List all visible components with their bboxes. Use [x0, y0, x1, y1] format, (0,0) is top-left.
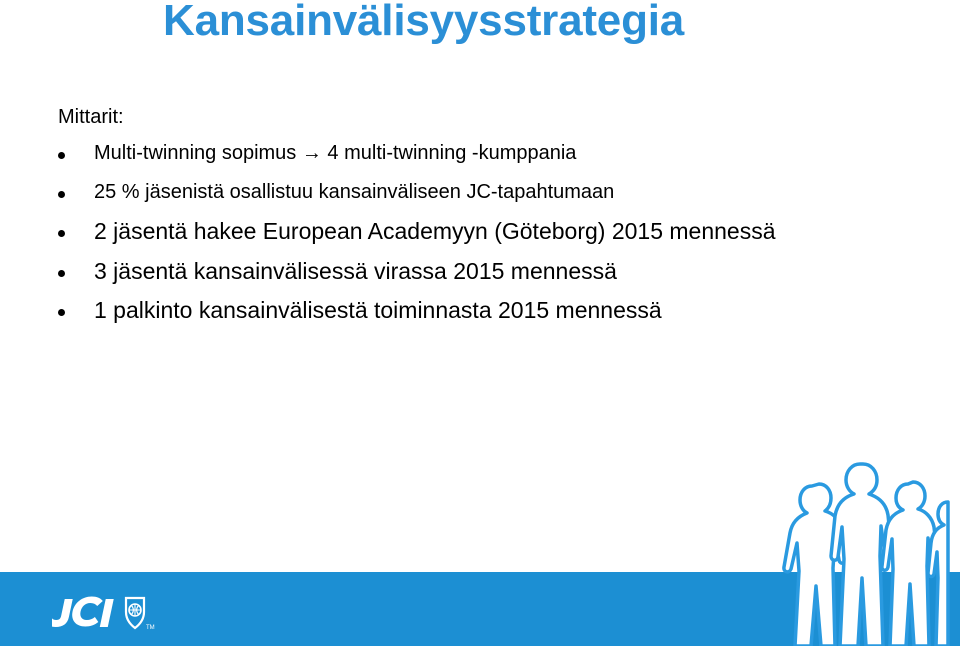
list-item-text: Multi-twinning sopimus → 4 multi-twinning -kumppania: [94, 142, 577, 164]
bullet-icon: [58, 152, 65, 159]
people-silhouettes-icon: [780, 456, 960, 646]
list-item-text: 1 palkinto kansainvälisestä toiminnasta 2015 mennessä: [94, 297, 662, 323]
trademark-label: TM: [146, 625, 155, 631]
list-item-text: 25 % jäsenistä osallistuu kansainväliseen JC-tapahtumaan: [94, 181, 615, 203]
jci-logo: [52, 593, 162, 633]
metrics-heading: Mittarit:: [58, 106, 124, 128]
bullet-icon: [58, 270, 65, 277]
bullet-icon: [58, 230, 65, 237]
bullet-icon: [58, 309, 65, 316]
list-item-text: 3 jäsentä kansainvälisessä virassa 2015 mennessä: [94, 258, 617, 284]
list-item-text: 2 jäsentä hakee European Academyyn (Göteborg) 2015 mennessä: [94, 218, 776, 244]
jci-globe-shield-icon: [126, 598, 144, 628]
bullet-icon: [58, 191, 65, 198]
slide-title: Kansainvälisyysstrategia: [163, 0, 685, 45]
